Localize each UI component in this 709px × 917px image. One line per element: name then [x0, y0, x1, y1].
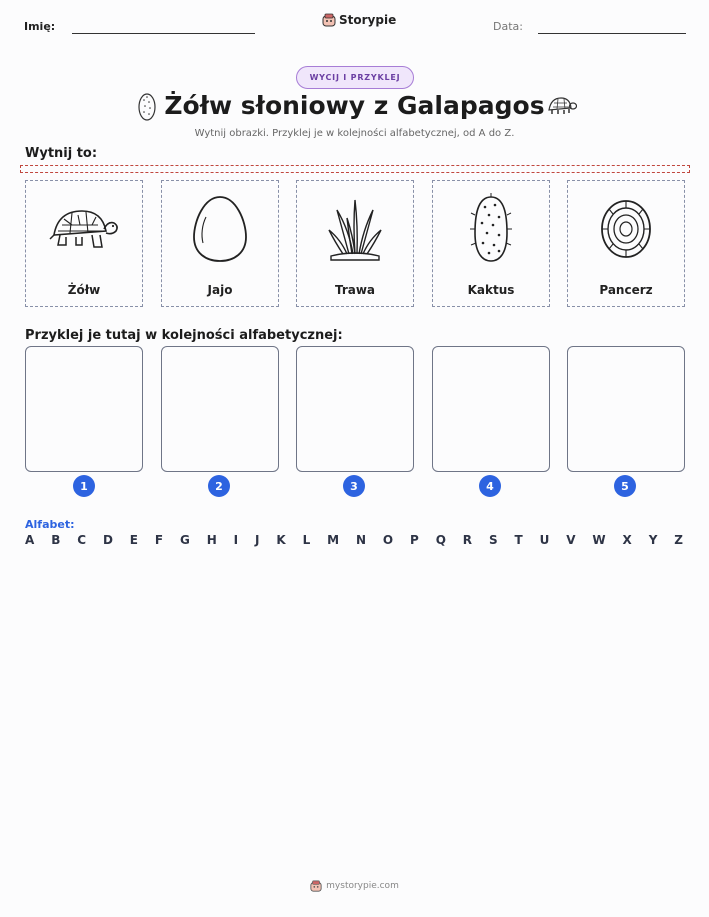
- alphabet-letter: R: [462, 533, 473, 547]
- activity-badge: WYCIJ I PRZYKLEJ: [296, 66, 414, 89]
- alphabet-letter: Z: [674, 533, 683, 547]
- alphabet-letter: U: [539, 533, 550, 547]
- alphabet-letter: O: [382, 533, 394, 547]
- alphabet-letter: X: [622, 533, 632, 547]
- cut-card-grass[interactable]: [296, 180, 414, 307]
- alphabet-letter: C: [77, 533, 87, 547]
- turtle-icon: [48, 203, 120, 255]
- card-label: Kaktus: [467, 283, 515, 297]
- storypie-mascot-icon: [310, 880, 322, 892]
- slot-number: 3: [343, 475, 365, 497]
- alphabet-letter: M: [327, 533, 340, 547]
- footer: [0, 880, 709, 892]
- grass-icon: [325, 196, 385, 262]
- card-label: Żółw: [67, 283, 101, 297]
- paste-slot[interactable]: [567, 346, 685, 472]
- cut-card-cactus[interactable]: [432, 180, 550, 307]
- alphabet-letter: S: [488, 533, 498, 547]
- turtle-icon: [545, 94, 577, 118]
- alphabet-letter: K: [276, 533, 286, 547]
- paste-slot[interactable]: [161, 346, 279, 472]
- shell-icon: [598, 197, 654, 261]
- alphabet-letter: Y: [648, 533, 658, 547]
- paste-slot[interactable]: [25, 346, 143, 472]
- storypie-logo: [322, 13, 396, 27]
- cut-section-title: Wytnij to:: [25, 146, 98, 161]
- logo-text: Storypie: [339, 13, 397, 27]
- alphabet-letter: L: [302, 533, 311, 547]
- alphabet-letter: N: [355, 533, 367, 547]
- paste-slot[interactable]: [432, 346, 550, 472]
- name-line[interactable]: [72, 33, 255, 34]
- card-label: Trawa: [334, 283, 376, 297]
- card-label: Jajo: [207, 283, 233, 297]
- cut-card-turtle[interactable]: [25, 180, 143, 307]
- alphabet-letter: Q: [435, 533, 446, 547]
- alphabet-letter: W: [592, 533, 606, 547]
- alphabet-letter: P: [410, 533, 419, 547]
- slot-number: 5: [614, 475, 636, 497]
- alphabet-letter: F: [154, 533, 164, 547]
- footer-site[interactable]: mystorypie.com: [326, 881, 399, 891]
- alphabet-letter: A: [25, 533, 35, 547]
- cut-card-egg[interactable]: [161, 180, 279, 307]
- egg-icon: [190, 193, 250, 265]
- cactus-icon: [463, 193, 519, 265]
- slot-number: 4: [479, 475, 501, 497]
- alphabet-letter: T: [514, 533, 523, 547]
- paste-section-title: Przyklej je tutaj w kolejności alfabetycznej:: [25, 328, 343, 343]
- paste-slot[interactable]: [296, 346, 414, 472]
- storypie-mascot-icon: [322, 13, 336, 27]
- page-title: Żółw słoniowy z Galapagos: [164, 91, 545, 120]
- alphabet-letter: J: [255, 533, 260, 547]
- alphabet-letter: V: [566, 533, 576, 547]
- alphabet-letter: G: [179, 533, 190, 547]
- instructions: Wytnij obrazki. Przyklej je w kolejności alfabetycznej, od A do Z.: [194, 128, 515, 139]
- alphabet-letter: H: [206, 533, 217, 547]
- cut-card-shell[interactable]: [567, 180, 685, 307]
- alphabet-letter: B: [51, 533, 61, 547]
- alphabet-letter: D: [102, 533, 113, 547]
- name-label: Imię:: [24, 20, 56, 33]
- date-line[interactable]: [538, 33, 686, 34]
- date-label: Data:: [493, 20, 523, 33]
- card-label: Pancerz: [599, 283, 653, 297]
- alphabet-letter: I: [233, 533, 239, 547]
- alphabet-title: Alfabet:: [25, 518, 75, 531]
- slot-number: 1: [73, 475, 95, 497]
- cut-line: [20, 165, 690, 173]
- slot-number: 2: [208, 475, 230, 497]
- alphabet-letter: E: [129, 533, 138, 547]
- alphabet-row: [25, 533, 683, 547]
